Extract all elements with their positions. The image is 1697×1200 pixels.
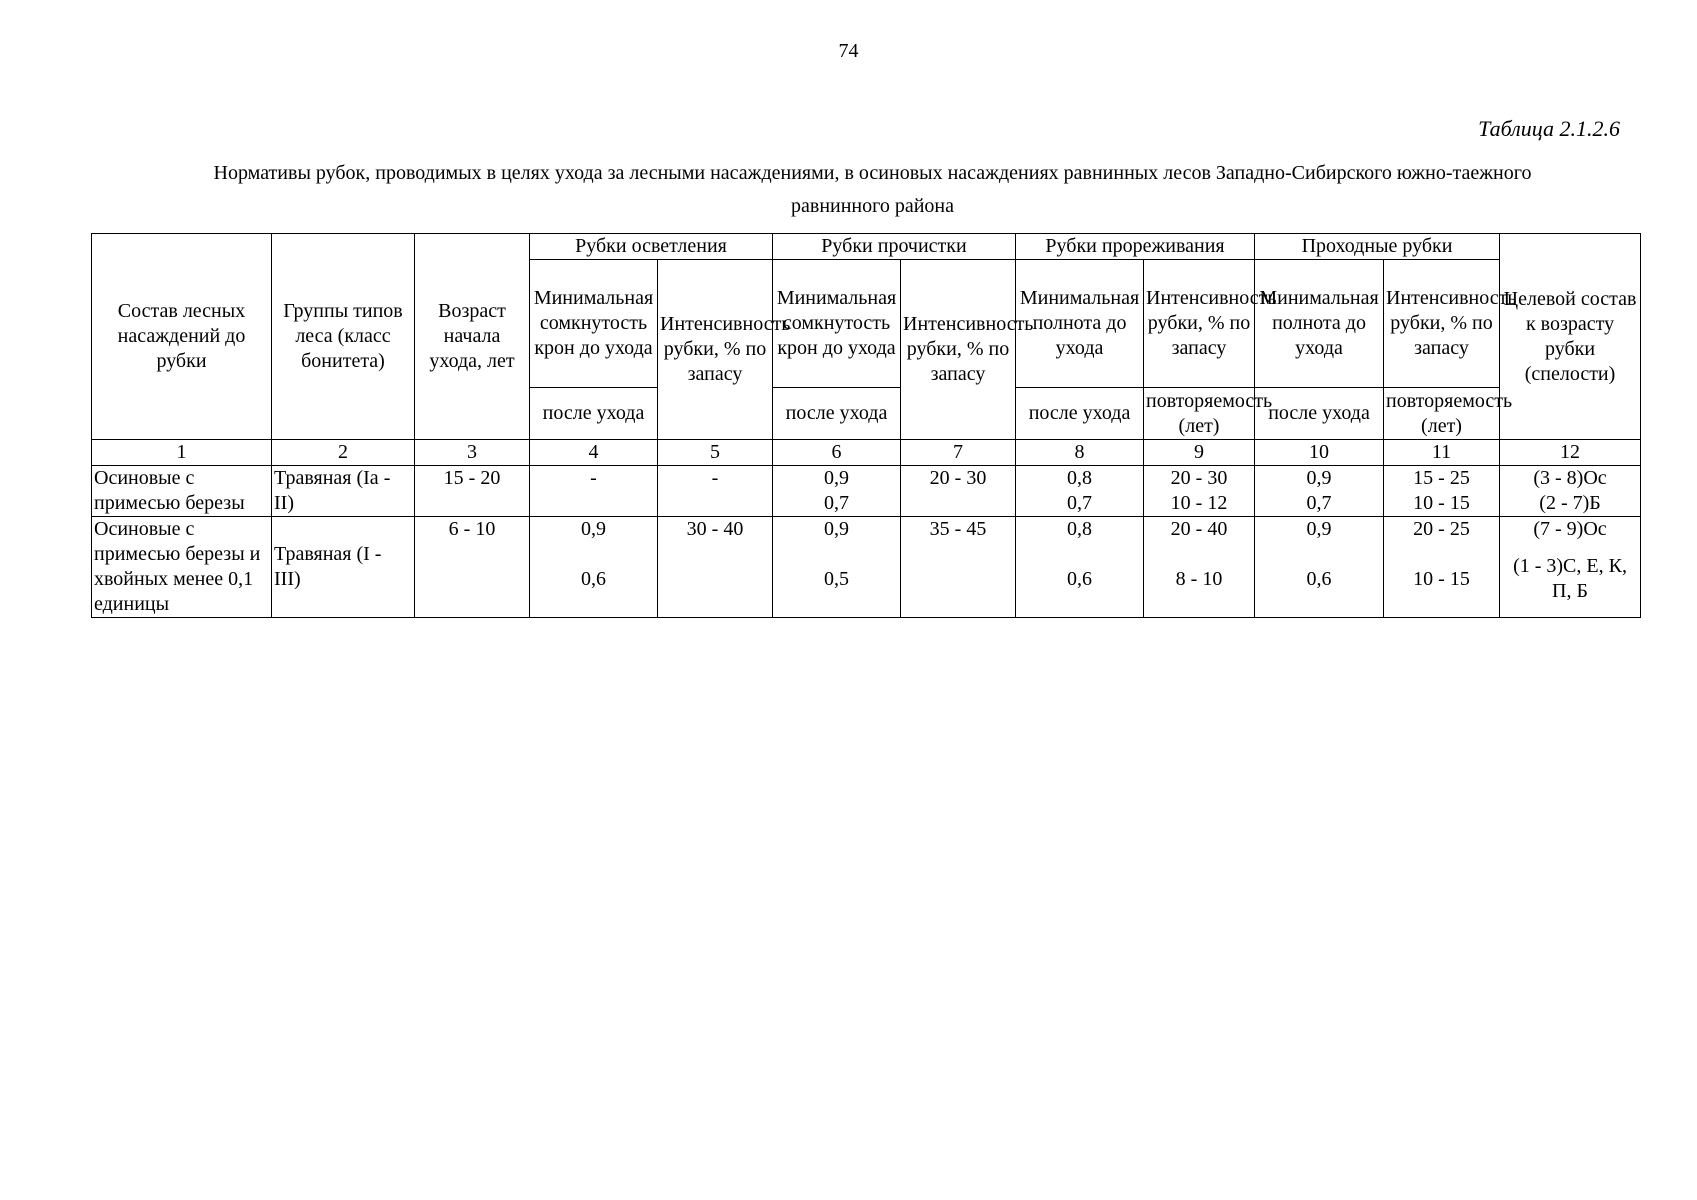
cell-composition: Осиновые с примесью березы [92, 466, 272, 517]
cell-value: 20 - 30 [1170, 467, 1228, 489]
cell-value: 8 - 10 [1175, 568, 1223, 590]
cell-c5: 30 - 40 [658, 517, 773, 618]
cell-c7: 35 - 45 [901, 517, 1016, 618]
cell-value: 0,5 [824, 568, 849, 590]
header-forest-type: Группы типов леса (класс бонитета) [272, 234, 415, 440]
cell-c10 [1255, 517, 1384, 618]
cell-c8 [1016, 466, 1144, 517]
col-number: 9 [1144, 440, 1255, 466]
cell-c6 [773, 517, 901, 618]
norms-table [91, 233, 1641, 618]
page-number: 74 [838, 40, 859, 62]
header-min-density-10: Минимальная полнота до ухода [1255, 260, 1384, 388]
header-group-passage: Проходные рубки [1255, 234, 1500, 260]
cell-forest-type: Травяная (I - III) [272, 517, 415, 618]
col-number: 5 [658, 440, 773, 466]
cell-composition: Осиновые с примесью березы и хвойных менее 0,1 единицы [92, 517, 272, 618]
cell-value: 0,7 [824, 492, 849, 514]
cell-value: 0,9 [824, 467, 849, 489]
header-target: Целевой состав к возрасту рубки (спелости) [1500, 234, 1641, 440]
header-group-clarification: Рубки осветления [530, 234, 773, 260]
table-label: Таблица 2.1.2.6 [1478, 116, 1620, 141]
header-composition: Состав лесных насаждений до рубки [92, 234, 272, 440]
cell-age: 6 - 10 [415, 517, 530, 618]
cell-value: 0,8 [1067, 518, 1093, 540]
cell-value: 0,6 [1306, 568, 1332, 590]
header-min-closure-4: Минимальная сомкнутость крон до ухода [530, 260, 658, 388]
cell-forest-type: Травяная (Iа - II) [272, 466, 415, 517]
cell-value: 20 - 40 [1170, 518, 1228, 540]
table-caption: Нормативы рубок, проводимых в целях ухода за лесными насаждениями, в осиновых насаждениях равнинных лесов Западно-Сибирского южно-таежного равнинного района [213, 162, 1532, 217]
col-number: 8 [1016, 440, 1144, 466]
cell-value: 0,9 [824, 518, 849, 540]
table-row [92, 466, 1641, 517]
cell-value: 0,6 [1067, 568, 1093, 590]
col-number: 12 [1500, 440, 1641, 466]
header-min-density-8: Минимальная полнота до ухода [1016, 260, 1144, 388]
cell-value: 0,6 [581, 568, 606, 590]
column-numbers-row [92, 440, 1641, 466]
cell-c9 [1144, 466, 1255, 517]
cell-value: 10 - 12 [1170, 492, 1228, 514]
cell-c4 [530, 466, 658, 517]
cell-value: 15 - 25 [1413, 467, 1470, 489]
cell-value: 0,7 [1067, 492, 1093, 514]
cell-c12 [1500, 466, 1641, 517]
cell-value: 10 - 15 [1413, 568, 1470, 590]
header-repeat-9: повторяемость (лет) [1144, 388, 1255, 440]
header-intensity-7: Интенсивность рубки, % по запасу [901, 260, 1016, 440]
cell-c6 [773, 466, 901, 517]
header-start-age: Возраст начала ухода, лет [415, 234, 530, 440]
cell-value: - [590, 467, 597, 489]
table-row [92, 517, 1641, 618]
cell-value: (2 - 7)Б [1539, 492, 1601, 514]
header-min-closure-6: Минимальная сомкнутость крон до ухода [773, 260, 901, 388]
col-number: 4 [530, 440, 658, 466]
col-number: 6 [773, 440, 901, 466]
header-after-8: после ухода [1016, 388, 1144, 440]
cell-value: 20 - 25 [1413, 518, 1470, 540]
col-number: 3 [415, 440, 530, 466]
header-row-groups [92, 234, 1641, 260]
col-number: 10 [1255, 440, 1384, 466]
cell-c9 [1144, 517, 1255, 618]
cell-c10 [1255, 466, 1384, 517]
cell-value: 0,9 [1306, 518, 1332, 540]
header-intensity-11: Интенсивность рубки, % по запасу [1384, 260, 1500, 388]
header-group-cleaning: Рубки прочистки [773, 234, 1016, 260]
header-after-6: после ухода [773, 388, 901, 440]
cell-c4 [530, 517, 658, 618]
cell-value: 10 - 15 [1413, 492, 1470, 514]
cell-value: 0,7 [1306, 492, 1332, 514]
header-repeat-11: повторяемость (лет) [1384, 388, 1500, 440]
cell-c7: 20 - 30 [901, 466, 1016, 517]
header-intensity-9: Интенсивность рубки, % по запасу [1144, 260, 1255, 388]
cell-c11 [1384, 517, 1500, 618]
header-after-10: после ухода [1255, 388, 1384, 440]
cell-value: 0,9 [1306, 467, 1332, 489]
cell-value: (7 - 9)Ос [1533, 518, 1607, 540]
cell-value: (3 - 8)Ос [1533, 467, 1607, 489]
cell-value: (1 - 3)С, Е, К, П, Б [1513, 555, 1627, 602]
cell-c11 [1384, 466, 1500, 517]
cell-c12 [1500, 517, 1641, 618]
col-number: 7 [901, 440, 1016, 466]
cell-c5: - [658, 466, 773, 517]
cell-value: 0,9 [581, 518, 606, 540]
header-intensity-5: Интенсивность рубки, % по запасу [658, 260, 773, 440]
cell-c8 [1016, 517, 1144, 618]
header-group-thinning: Рубки прореживания [1016, 234, 1255, 260]
col-number: 1 [92, 440, 272, 466]
col-number: 2 [272, 440, 415, 466]
cell-value: 0,8 [1067, 467, 1093, 489]
header-after-4: после ухода [530, 388, 658, 440]
col-number: 11 [1384, 440, 1500, 466]
cell-age: 15 - 20 [415, 466, 530, 517]
